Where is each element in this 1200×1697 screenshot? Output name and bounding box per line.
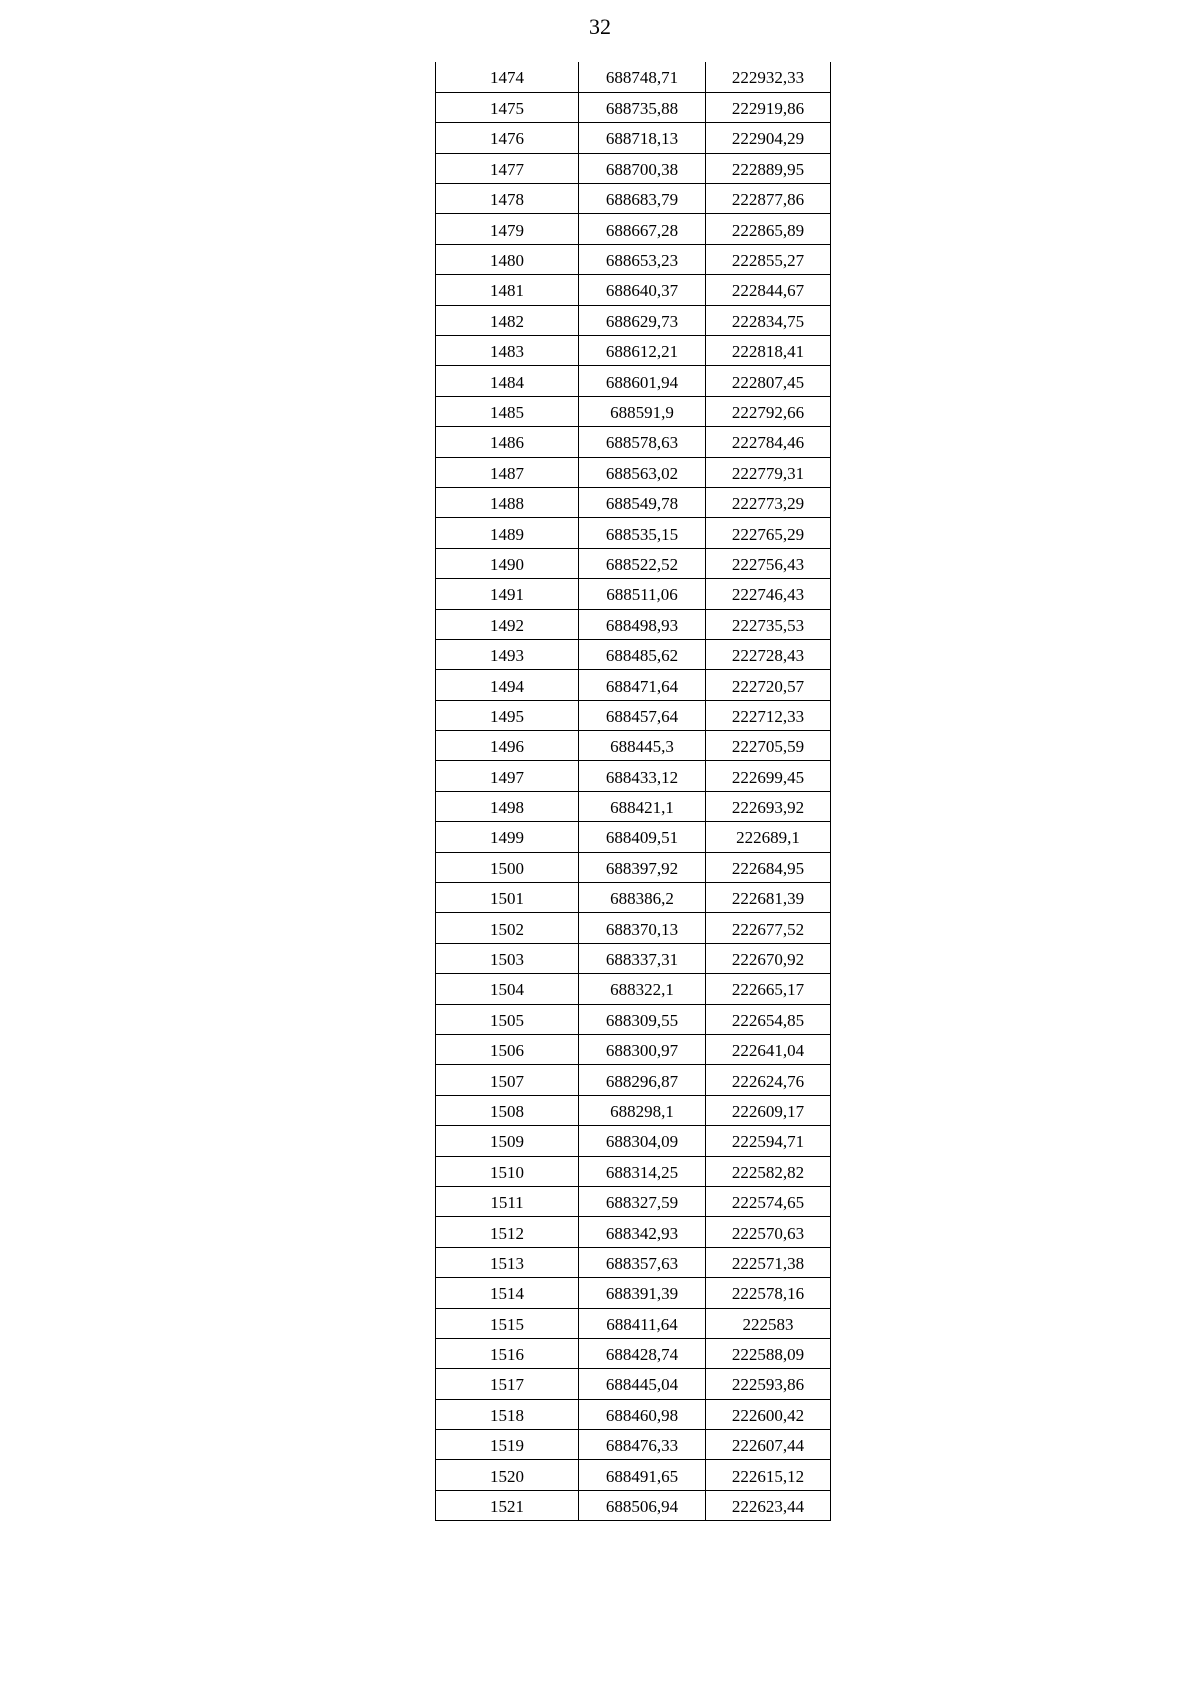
- x-coordinate-cell: 688304,09: [579, 1126, 706, 1156]
- table-row: [436, 1126, 831, 1156]
- point-number-cell: 1500: [436, 852, 579, 882]
- table-row: [436, 1156, 831, 1186]
- table-row: [436, 1217, 831, 1247]
- table-row: [436, 1369, 831, 1399]
- table-row: [436, 427, 831, 457]
- table-row: [436, 1338, 831, 1368]
- y-coordinate-cell: 222670,92: [706, 943, 831, 973]
- x-coordinate-cell: 688640,37: [579, 275, 706, 305]
- table-row: [436, 62, 831, 92]
- y-coordinate-cell: 222765,29: [706, 518, 831, 548]
- point-number-cell: 1492: [436, 609, 579, 639]
- table-row: [436, 1430, 831, 1460]
- x-coordinate-cell: 688314,25: [579, 1156, 706, 1186]
- point-number-cell: 1504: [436, 974, 579, 1004]
- y-coordinate-cell: 222624,76: [706, 1065, 831, 1095]
- y-coordinate-cell: 222746,43: [706, 579, 831, 609]
- point-number-cell: 1481: [436, 275, 579, 305]
- y-coordinate-cell: 222693,92: [706, 791, 831, 821]
- y-coordinate-cell: 222571,38: [706, 1247, 831, 1277]
- table-row: [436, 609, 831, 639]
- point-number-cell: 1486: [436, 427, 579, 457]
- y-coordinate-cell: 222728,43: [706, 639, 831, 669]
- y-coordinate-cell: 222588,09: [706, 1338, 831, 1368]
- x-coordinate-cell: 688428,74: [579, 1338, 706, 1368]
- point-number-cell: 1474: [436, 62, 579, 92]
- x-coordinate-cell: 688578,63: [579, 427, 706, 457]
- page-number: 32: [589, 14, 611, 39]
- point-number-cell: 1513: [436, 1247, 579, 1277]
- x-coordinate-cell: 688549,78: [579, 487, 706, 517]
- table-row: [436, 244, 831, 274]
- point-number-cell: 1512: [436, 1217, 579, 1247]
- point-number-cell: 1510: [436, 1156, 579, 1186]
- table-row: [436, 883, 831, 913]
- point-number-cell: 1485: [436, 396, 579, 426]
- x-coordinate-cell: 688683,79: [579, 184, 706, 214]
- y-coordinate-cell: 222609,17: [706, 1095, 831, 1125]
- x-coordinate-cell: 688471,64: [579, 670, 706, 700]
- coordinates-table: [435, 62, 831, 1521]
- table-row: [436, 822, 831, 852]
- point-number-cell: 1505: [436, 1004, 579, 1034]
- table-row: [436, 518, 831, 548]
- coordinates-table-body: [436, 62, 831, 1521]
- table-row: [436, 670, 831, 700]
- point-number-cell: 1484: [436, 366, 579, 396]
- x-coordinate-cell: 688397,92: [579, 852, 706, 882]
- table-row: [436, 943, 831, 973]
- point-number-cell: 1493: [436, 639, 579, 669]
- table-row: [436, 731, 831, 761]
- point-number-cell: 1494: [436, 670, 579, 700]
- table-row: [436, 1035, 831, 1065]
- y-coordinate-cell: 222773,29: [706, 487, 831, 517]
- y-coordinate-cell: 222877,86: [706, 184, 831, 214]
- table-row: [436, 700, 831, 730]
- table-row: [436, 214, 831, 244]
- table-row: [436, 639, 831, 669]
- point-number-cell: 1507: [436, 1065, 579, 1095]
- y-coordinate-cell: 222792,66: [706, 396, 831, 426]
- y-coordinate-cell: 222689,1: [706, 822, 831, 852]
- table-row: [436, 913, 831, 943]
- x-coordinate-cell: 688433,12: [579, 761, 706, 791]
- x-coordinate-cell: 688337,31: [579, 943, 706, 973]
- x-coordinate-cell: 688511,06: [579, 579, 706, 609]
- table-row: [436, 791, 831, 821]
- table-row: [436, 1278, 831, 1308]
- table-row: [436, 1065, 831, 1095]
- table-row: [436, 275, 831, 305]
- x-coordinate-cell: 688327,59: [579, 1186, 706, 1216]
- y-coordinate-cell: 222615,12: [706, 1460, 831, 1490]
- y-coordinate-cell: 222855,27: [706, 244, 831, 274]
- point-number-cell: 1476: [436, 123, 579, 153]
- table-row: [436, 123, 831, 153]
- table-row: [436, 1399, 831, 1429]
- point-number-cell: 1516: [436, 1338, 579, 1368]
- point-number-cell: 1478: [436, 184, 579, 214]
- point-number-cell: 1497: [436, 761, 579, 791]
- x-coordinate-cell: 688629,73: [579, 305, 706, 335]
- x-coordinate-cell: 688506,94: [579, 1490, 706, 1520]
- point-number-cell: 1503: [436, 943, 579, 973]
- table-row: [436, 579, 831, 609]
- point-number-cell: 1506: [436, 1035, 579, 1065]
- table-row: [436, 336, 831, 366]
- x-coordinate-cell: 688612,21: [579, 336, 706, 366]
- x-coordinate-cell: 688700,38: [579, 153, 706, 183]
- x-coordinate-cell: 688445,04: [579, 1369, 706, 1399]
- point-number-cell: 1495: [436, 700, 579, 730]
- point-number-cell: 1499: [436, 822, 579, 852]
- y-coordinate-cell: 222834,75: [706, 305, 831, 335]
- table-row: [436, 1460, 831, 1490]
- x-coordinate-cell: 688411,64: [579, 1308, 706, 1338]
- y-coordinate-cell: 222570,63: [706, 1217, 831, 1247]
- x-coordinate-cell: 688342,93: [579, 1217, 706, 1247]
- x-coordinate-cell: 688357,63: [579, 1247, 706, 1277]
- table-row: [436, 974, 831, 1004]
- y-coordinate-cell: 222807,45: [706, 366, 831, 396]
- y-coordinate-cell: 222677,52: [706, 913, 831, 943]
- y-coordinate-cell: 222735,53: [706, 609, 831, 639]
- point-number-cell: 1518: [436, 1399, 579, 1429]
- table-row: [436, 305, 831, 335]
- table-row: [436, 487, 831, 517]
- table-row: [436, 548, 831, 578]
- x-coordinate-cell: 688485,62: [579, 639, 706, 669]
- point-number-cell: 1491: [436, 579, 579, 609]
- point-number-cell: 1511: [436, 1186, 579, 1216]
- x-coordinate-cell: 688718,13: [579, 123, 706, 153]
- x-coordinate-cell: 688298,1: [579, 1095, 706, 1125]
- point-number-cell: 1483: [436, 336, 579, 366]
- point-number-cell: 1519: [436, 1430, 579, 1460]
- y-coordinate-cell: 222712,33: [706, 700, 831, 730]
- x-coordinate-cell: 688309,55: [579, 1004, 706, 1034]
- x-coordinate-cell: 688522,52: [579, 548, 706, 578]
- x-coordinate-cell: 688601,94: [579, 366, 706, 396]
- y-coordinate-cell: 222904,29: [706, 123, 831, 153]
- y-coordinate-cell: 222699,45: [706, 761, 831, 791]
- x-coordinate-cell: 688653,23: [579, 244, 706, 274]
- point-number-cell: 1501: [436, 883, 579, 913]
- y-coordinate-cell: 222574,65: [706, 1186, 831, 1216]
- y-coordinate-cell: 222919,86: [706, 92, 831, 122]
- x-coordinate-cell: 688735,88: [579, 92, 706, 122]
- y-coordinate-cell: 222865,89: [706, 214, 831, 244]
- point-number-cell: 1480: [436, 244, 579, 274]
- x-coordinate-cell: 688535,15: [579, 518, 706, 548]
- x-coordinate-cell: 688591,9: [579, 396, 706, 426]
- x-coordinate-cell: 688391,39: [579, 1278, 706, 1308]
- x-coordinate-cell: 688421,1: [579, 791, 706, 821]
- table-row: [436, 1004, 831, 1034]
- y-coordinate-cell: 222600,42: [706, 1399, 831, 1429]
- y-coordinate-cell: 222818,41: [706, 336, 831, 366]
- x-coordinate-cell: 688296,87: [579, 1065, 706, 1095]
- table-row: [436, 852, 831, 882]
- table-row: [436, 457, 831, 487]
- y-coordinate-cell: 222784,46: [706, 427, 831, 457]
- y-coordinate-cell: 222889,95: [706, 153, 831, 183]
- y-coordinate-cell: 222578,16: [706, 1278, 831, 1308]
- x-coordinate-cell: 688460,98: [579, 1399, 706, 1429]
- x-coordinate-cell: 688563,02: [579, 457, 706, 487]
- point-number-cell: 1515: [436, 1308, 579, 1338]
- y-coordinate-cell: 222684,95: [706, 852, 831, 882]
- x-coordinate-cell: 688491,65: [579, 1460, 706, 1490]
- point-number-cell: 1475: [436, 92, 579, 122]
- y-coordinate-cell: 222594,71: [706, 1126, 831, 1156]
- y-coordinate-cell: 222582,82: [706, 1156, 831, 1186]
- point-number-cell: 1479: [436, 214, 579, 244]
- table-row: [436, 1308, 831, 1338]
- y-coordinate-cell: 222756,43: [706, 548, 831, 578]
- x-coordinate-cell: 688498,93: [579, 609, 706, 639]
- point-number-cell: 1489: [436, 518, 579, 548]
- x-coordinate-cell: 688457,64: [579, 700, 706, 730]
- point-number-cell: 1490: [436, 548, 579, 578]
- point-number-cell: 1488: [436, 487, 579, 517]
- x-coordinate-cell: 688370,13: [579, 913, 706, 943]
- y-coordinate-cell: 222641,04: [706, 1035, 831, 1065]
- y-coordinate-cell: 222654,85: [706, 1004, 831, 1034]
- x-coordinate-cell: 688667,28: [579, 214, 706, 244]
- table-row: [436, 1186, 831, 1216]
- y-coordinate-cell: 222623,44: [706, 1490, 831, 1520]
- point-number-cell: 1502: [436, 913, 579, 943]
- point-number-cell: 1498: [436, 791, 579, 821]
- point-number-cell: 1487: [436, 457, 579, 487]
- table-row: [436, 761, 831, 791]
- y-coordinate-cell: 222705,59: [706, 731, 831, 761]
- y-coordinate-cell: 222593,86: [706, 1369, 831, 1399]
- point-number-cell: 1496: [436, 731, 579, 761]
- point-number-cell: 1514: [436, 1278, 579, 1308]
- x-coordinate-cell: 688409,51: [579, 822, 706, 852]
- point-number-cell: 1508: [436, 1095, 579, 1125]
- table-row: [436, 1095, 831, 1125]
- table-row: [436, 184, 831, 214]
- x-coordinate-cell: 688386,2: [579, 883, 706, 913]
- table-row: [436, 92, 831, 122]
- y-coordinate-cell: 222720,57: [706, 670, 831, 700]
- x-coordinate-cell: 688445,3: [579, 731, 706, 761]
- table-row: [436, 396, 831, 426]
- y-coordinate-cell: 222583: [706, 1308, 831, 1338]
- table-row: [436, 366, 831, 396]
- point-number-cell: 1477: [436, 153, 579, 183]
- x-coordinate-cell: 688300,97: [579, 1035, 706, 1065]
- point-number-cell: 1482: [436, 305, 579, 335]
- table-row: [436, 1247, 831, 1277]
- y-coordinate-cell: 222681,39: [706, 883, 831, 913]
- table-row: [436, 1490, 831, 1520]
- point-number-cell: 1521: [436, 1490, 579, 1520]
- point-number-cell: 1517: [436, 1369, 579, 1399]
- x-coordinate-cell: 688476,33: [579, 1430, 706, 1460]
- table-row: [436, 153, 831, 183]
- y-coordinate-cell: 222932,33: [706, 62, 831, 92]
- x-coordinate-cell: 688322,1: [579, 974, 706, 1004]
- y-coordinate-cell: 222844,67: [706, 275, 831, 305]
- y-coordinate-cell: 222607,44: [706, 1430, 831, 1460]
- point-number-cell: 1520: [436, 1460, 579, 1490]
- y-coordinate-cell: 222779,31: [706, 457, 831, 487]
- x-coordinate-cell: 688748,71: [579, 62, 706, 92]
- y-coordinate-cell: 222665,17: [706, 974, 831, 1004]
- point-number-cell: 1509: [436, 1126, 579, 1156]
